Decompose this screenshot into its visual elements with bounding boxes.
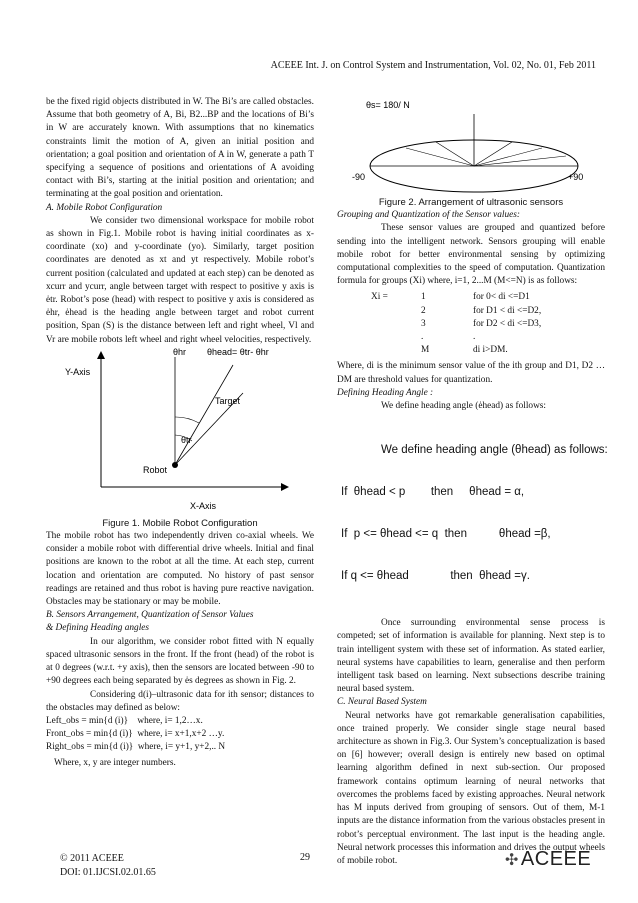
robot-label: Robot bbox=[143, 464, 168, 475]
publisher-logo bbox=[505, 848, 591, 871]
logo-mark-icon: ✣ bbox=[505, 852, 519, 869]
figure-2-sensor-arrangement bbox=[346, 96, 596, 196]
theta-s-label: θs= 180/ N bbox=[366, 100, 410, 110]
heading-rule: If p <= θhead <= q then θhead =β, bbox=[341, 528, 551, 541]
paragraph: Where, x, y are integer numbers. bbox=[54, 757, 176, 768]
paragraph: We consider two dimensional workspace for mobile robot as shown in Fig.1. Mobile robot is having initial coordinates as x-coordinate (xo) and y-coordinate (yo). Similarly, target position coordinates are denoted as xt and yt respectively. Mobile robot’s current position (calculated and updated at each step) can be denoted as xcurr and ycurr, angle between target with respect to positive y axis is ėtr. Robot’s pose (head) with respect to positive y axis is considered as ėhr, ėhead is the heading angle between target and robot current position, Span (S) is the distance between left and right wheel, Vl and Vr are mobile robots left wheel and right wheel velocities, respectively. bbox=[46, 215, 314, 345]
figure-2-caption: Figure 2. Arrangement of ultrasonic sensors bbox=[378, 197, 564, 208]
theta-hr-label: θhr bbox=[173, 346, 187, 357]
quant-condition: for D2 < di <=D3, bbox=[473, 318, 542, 329]
quant-condition: for D1 < di <=D2, bbox=[473, 305, 542, 316]
paragraph: Neural networks have got remarkable generalisation capabilities, once trained properly. We consider single stage neural based architecture as shown in Fig.3. Our System’s conceptualization is based on [6] however; overall design is entirely new based on optimal learning algorithm defined in next sub-section. Our proposed framework contains optimum learning of neural networks that overcomes the problems faced by existing approaches. Neural network has M inputs derived from grouping of sensors. Out of them, M-1 inputs are the distance information from the various obstacles present in robot’s perceptual environment. The last input is the heading angle. Neural network processes this information and drives the output wheels of mobile robot. bbox=[337, 710, 605, 866]
quant-condition: for 0< di <=D1 bbox=[473, 292, 530, 303]
section-heading-heading-angle: Defining Heading Angle : bbox=[337, 387, 434, 398]
left-column bbox=[46, 96, 314, 770]
quant-value: 3 bbox=[421, 318, 426, 329]
paragraph: We define heading angle (ėhead) as follows: bbox=[381, 401, 546, 412]
quant-row bbox=[421, 318, 541, 331]
footer bbox=[60, 852, 156, 880]
minus-90-label: -90 bbox=[352, 172, 366, 182]
section-heading-grouping: Grouping and Quantization of the Sensor values: bbox=[337, 210, 521, 221]
quant-row bbox=[421, 344, 541, 357]
quant-condition: di i>DM. bbox=[473, 345, 508, 356]
paragraph: Considering d(i)–ultrasonic data for ith sensor; distances to the obstacles may defined as below: bbox=[46, 689, 314, 713]
plus-90-label: +90 bbox=[568, 172, 584, 182]
quantization-formula bbox=[371, 291, 605, 357]
paragraph: These sensor values are grouped and quantized before sending into the intelligent network. Sensors grouping will enable mobile robot for better environmental sensing by optimizing computational complexities to the speed of computation. Quantization formula for groups (Xi) where, i=1, 2...M (M<=N) is as follows: bbox=[337, 223, 605, 287]
copyright: © 2011 ACEEE bbox=[60, 853, 124, 864]
quant-row bbox=[421, 305, 541, 318]
heading-rule-intro: We define heading angle (θhead) as follows: bbox=[381, 444, 608, 457]
paragraph: Where, di is the minimum sensor value of the ith group and D1, D2 … DM are threshold values for quantization. bbox=[337, 361, 605, 385]
page-number: 29 bbox=[300, 852, 310, 863]
x-axis-label: X-Axis bbox=[190, 500, 217, 511]
theta-tr-label: θtr bbox=[181, 434, 192, 445]
y-axis-label: Y-Axis bbox=[65, 366, 91, 377]
obstacle-def-right: Right_obs = min{d (i)} where, i= y+1, y+2,.. N bbox=[46, 742, 226, 753]
running-header: ACEEE Int. J. on Control System and Instrumentation, Vol. 02, No. 01, Feb 2011 bbox=[270, 60, 596, 71]
quant-value: 1 bbox=[421, 292, 426, 303]
quant-value: 2 bbox=[421, 305, 426, 316]
logo-text: ACEEE bbox=[520, 848, 592, 870]
xi-label: Xi = bbox=[371, 292, 388, 303]
section-heading-b-cont: & Defining Heading angles bbox=[46, 623, 150, 634]
section-heading-b: B. Sensors Arrangement, Quantization of Sensor Values bbox=[46, 610, 254, 621]
quant-row bbox=[421, 291, 541, 304]
quant-condition: . bbox=[473, 332, 476, 343]
figure-1-caption: Figure 1. Mobile Robot Configuration bbox=[102, 517, 258, 529]
section-heading-c: C. Neural Based System bbox=[337, 697, 427, 708]
obstacle-def-left: Left_obs = min{d (i)} where, i= 1,2…x. bbox=[46, 715, 203, 726]
quant-row bbox=[421, 331, 541, 344]
quant-value: M bbox=[421, 345, 430, 356]
theta-head-equation: θhead= θtr- θhr bbox=[207, 346, 269, 357]
doi: DOI: 01.IJCSI.02.01.65 bbox=[60, 867, 156, 878]
heading-rule: If q <= θhead then θhead =γ. bbox=[341, 570, 530, 583]
paragraph: The mobile robot has two independently driven co-axial wheels. We consider a mobile robot with differential drive wheels. Initial and final positions are known to the robot at all the time. At each step, current location and orientation are computed. No history of past sensor readings are retained and thus robot is having pure reactive navigation. Obstacles may be stationary or may be mobile. bbox=[46, 531, 314, 608]
paragraph: In our algorithm, we consider robot fitted with N equally spaced ultrasonic sensors in the front. If the front (head) of the robot is at 0 degrees (w.r.t. +y axis), then the sensors are located between -90 to +90 degrees each being separated by ės degrees as shown in Fig. 2. bbox=[46, 636, 314, 687]
section-heading-a: A. Mobile Robot Configuration bbox=[46, 202, 163, 213]
paragraph: be the fixed rigid objects distributed in W. The Bi’s are called obstacles. Assume that both geometry of A, Bi, B2...BP and the locations of Bi’s in W are accurately known. With assumptions that no kinematics constraints limit the motion of A, given an initial position and orientation; a goal position and orientation of A in W, generate a path T specifying a sequence of positions and orientations of A avoiding contact with Bi’s, starting at the initial position and orientation; and terminating at the goal position and orientation. bbox=[46, 97, 314, 200]
quant-value: . bbox=[421, 332, 424, 343]
figure-1-robot-configuration bbox=[65, 347, 295, 517]
target-label: Target bbox=[215, 395, 241, 406]
obstacle-def-front: Front_obs = min{d (i)} where, i= x+1,x+2 …y. bbox=[46, 729, 225, 740]
heading-rule: If θhead < p then θhead = α, bbox=[341, 486, 525, 499]
heading-angle-rules bbox=[341, 415, 608, 611]
right-column bbox=[337, 96, 608, 868]
paragraph: Once surrounding environmental sense process is competed; set of information is available for planning. Next step is to train intelligent system with these set of information. As stated earlier, neural systems have capabilities to learn, generalise and then perform intelligent task based on learning. Next subsections describe training neural based system. bbox=[337, 618, 605, 695]
